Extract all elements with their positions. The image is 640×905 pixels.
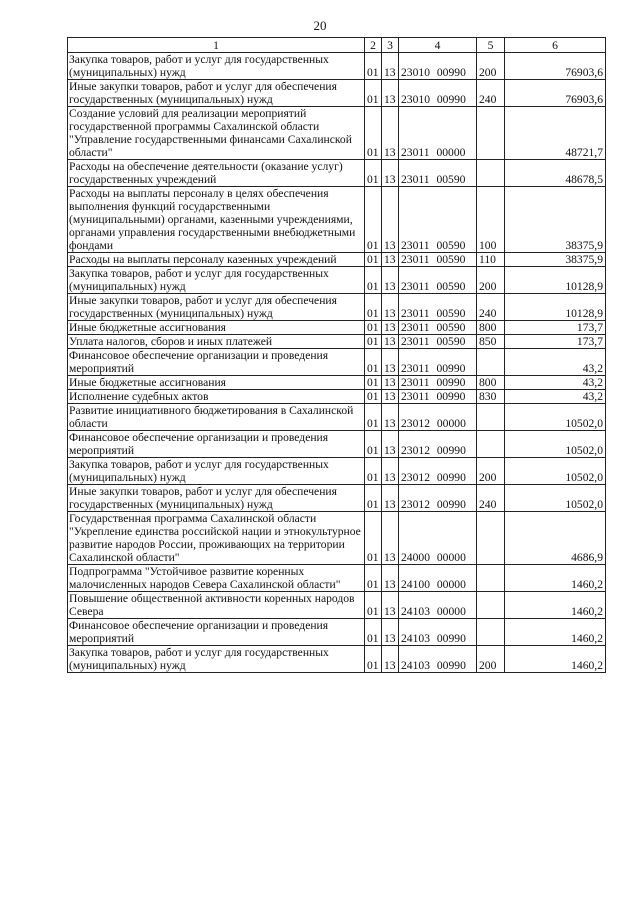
row-name: Закупка товаров, работ и услуг для государственных (муниципальных) нужд: [68, 458, 365, 485]
row-amount: 1460,2: [505, 565, 606, 592]
table-row: [68, 592, 606, 619]
table-row: [68, 187, 606, 253]
row-subsection-code: 13: [382, 80, 399, 107]
row-expense-type-code: [477, 431, 505, 458]
row-target-article-code: 24103 00000: [399, 592, 477, 619]
row-name: Иные закупки товаров, работ и услуг для обеспечения государственных (муниципальных) нужд: [68, 485, 365, 512]
table-row: [68, 431, 606, 458]
row-amount: 10128,9: [505, 294, 606, 321]
table-row: [68, 512, 606, 565]
row-subsection-code: 13: [382, 160, 399, 187]
row-name: Финансовое обеспечение организации и проведения мероприятий: [68, 619, 365, 646]
budget-table: [67, 37, 606, 673]
row-target-article-code: 23012 00990: [399, 458, 477, 485]
row-name: Повышение общественной активности коренных народов Севера: [68, 592, 365, 619]
row-amount: 43,2: [505, 376, 606, 390]
row-section-code: 01: [365, 390, 382, 404]
row-amount: 76903,6: [505, 53, 606, 80]
table-row: [68, 349, 606, 376]
row-target-article-code: 23010 00990: [399, 80, 477, 107]
row-name: Иные бюджетные ассигнования: [68, 321, 365, 335]
row-target-article-code: 23011 00590: [399, 253, 477, 267]
row-name: Финансовое обеспечение организации и проведения мероприятий: [68, 349, 365, 376]
row-name: Закупка товаров, работ и услуг для государственных (муниципальных) нужд: [68, 53, 365, 80]
table-row: [68, 458, 606, 485]
row-section-code: 01: [365, 187, 382, 253]
row-section-code: 01: [365, 431, 382, 458]
col-header-amount: 6: [505, 38, 606, 53]
row-expense-type-code: 800: [477, 376, 505, 390]
row-expense-type-code: 200: [477, 458, 505, 485]
row-target-article-code: 23010 00990: [399, 53, 477, 80]
row-section-code: 01: [365, 53, 382, 80]
row-target-article-code: 23012 00990: [399, 485, 477, 512]
row-target-article-code: 23011 00590: [399, 321, 477, 335]
row-amount: 1460,2: [505, 619, 606, 646]
table-row: [68, 404, 606, 431]
row-subsection-code: 13: [382, 390, 399, 404]
row-subsection-code: 13: [382, 253, 399, 267]
row-subsection-code: 13: [382, 376, 399, 390]
row-target-article-code: 23011 00590: [399, 187, 477, 253]
row-target-article-code: 24103 00990: [399, 646, 477, 673]
row-section-code: 01: [365, 404, 382, 431]
row-target-article-code: 23011 00590: [399, 267, 477, 294]
row-expense-type-code: 100: [477, 187, 505, 253]
row-section-code: 01: [365, 321, 382, 335]
header-row: [68, 38, 606, 53]
row-subsection-code: 13: [382, 187, 399, 253]
row-subsection-code: 13: [382, 592, 399, 619]
col-header-rz: 2: [365, 38, 382, 53]
table-row: [68, 485, 606, 512]
row-target-article-code: 23011 00990: [399, 376, 477, 390]
row-amount: 38375,9: [505, 187, 606, 253]
row-name: Развитие инициативного бюджетирования в Сахалинской области: [68, 404, 365, 431]
row-name: Подпрограмма "Устойчивое развитие коренных малочисленных народов Севера Сахалинской области": [68, 565, 365, 592]
row-expense-type-code: 200: [477, 53, 505, 80]
table-row: [68, 646, 606, 673]
row-section-code: 01: [365, 349, 382, 376]
row-name: Расходы на выплаты персоналу казенных учреждений: [68, 253, 365, 267]
row-expense-type-code: [477, 565, 505, 592]
table-row: [68, 107, 606, 160]
row-subsection-code: 13: [382, 294, 399, 321]
row-subsection-code: 13: [382, 485, 399, 512]
row-target-article-code: 23011 00990: [399, 349, 477, 376]
row-amount: 10502,0: [505, 458, 606, 485]
table-row: [68, 321, 606, 335]
col-header-pr: 3: [382, 38, 399, 53]
row-subsection-code: 13: [382, 565, 399, 592]
table-row: [68, 376, 606, 390]
row-subsection-code: 13: [382, 646, 399, 673]
row-amount: 10128,9: [505, 267, 606, 294]
row-name: Закупка товаров, работ и услуг для государственных (муниципальных) нужд: [68, 267, 365, 294]
table-row: [68, 160, 606, 187]
row-name: Закупка товаров, работ и услуг для государственных (муниципальных) нужд: [68, 646, 365, 673]
table-row: [68, 253, 606, 267]
row-expense-type-code: 800: [477, 321, 505, 335]
row-target-article-code: 23011 00990: [399, 390, 477, 404]
table-row: [68, 565, 606, 592]
row-section-code: 01: [365, 619, 382, 646]
row-name: Иные бюджетные ассигнования: [68, 376, 365, 390]
row-amount: 48678,5: [505, 160, 606, 187]
row-section-code: 01: [365, 107, 382, 160]
row-name: Исполнение судебных актов: [68, 390, 365, 404]
row-expense-type-code: 850: [477, 335, 505, 349]
row-name: Расходы на выплаты персоналу в целях обеспечения выполнения функций государственными (муниципальными) органами, казенными учреждениями, органами управления государственными внебюджетными фондами: [68, 187, 365, 253]
row-expense-type-code: [477, 160, 505, 187]
table-row: [68, 294, 606, 321]
row-section-code: 01: [365, 294, 382, 321]
row-name: Иные закупки товаров, работ и услуг для обеспечения государственных (муниципальных) нужд: [68, 294, 365, 321]
row-section-code: 01: [365, 458, 382, 485]
row-target-article-code: 23011 00590: [399, 335, 477, 349]
row-amount: 173,7: [505, 321, 606, 335]
row-expense-type-code: 240: [477, 80, 505, 107]
row-target-article-code: 23011 00000: [399, 107, 477, 160]
row-expense-type-code: [477, 107, 505, 160]
row-section-code: 01: [365, 512, 382, 565]
row-subsection-code: 13: [382, 619, 399, 646]
row-section-code: 01: [365, 646, 382, 673]
row-expense-type-code: 240: [477, 294, 505, 321]
row-amount: 1460,2: [505, 592, 606, 619]
row-section-code: 01: [365, 80, 382, 107]
row-section-code: 01: [365, 267, 382, 294]
row-amount: 38375,9: [505, 253, 606, 267]
row-name: Государственная программа Сахалинской области "Укрепление единства российской нации и этнокультурное развитие народов России, проживающих на территории Сахалинской области": [68, 512, 365, 565]
row-subsection-code: 13: [382, 512, 399, 565]
row-expense-type-code: 200: [477, 646, 505, 673]
row-subsection-code: 13: [382, 267, 399, 294]
table-row: [68, 335, 606, 349]
row-amount: 4686,9: [505, 512, 606, 565]
row-section-code: 01: [365, 376, 382, 390]
row-section-code: 01: [365, 160, 382, 187]
row-name: Иные закупки товаров, работ и услуг для обеспечения государственных (муниципальных) нужд: [68, 80, 365, 107]
row-subsection-code: 13: [382, 53, 399, 80]
row-expense-type-code: [477, 512, 505, 565]
row-expense-type-code: [477, 592, 505, 619]
row-subsection-code: 13: [382, 349, 399, 376]
row-amount: 43,2: [505, 390, 606, 404]
row-subsection-code: 13: [382, 321, 399, 335]
row-amount: 10502,0: [505, 485, 606, 512]
table-row: [68, 619, 606, 646]
row-expense-type-code: 240: [477, 485, 505, 512]
row-name: Расходы на обеспечение деятельности (оказание услуг) государственных учреждений: [68, 160, 365, 187]
row-expense-type-code: 110: [477, 253, 505, 267]
row-target-article-code: 23012 00000: [399, 404, 477, 431]
row-subsection-code: 13: [382, 458, 399, 485]
row-name: Финансовое обеспечение организации и проведения мероприятий: [68, 431, 365, 458]
row-target-article-code: 23011 00590: [399, 160, 477, 187]
table-row: [68, 80, 606, 107]
row-name: Создание условий для реализации мероприятий государственной программы Сахалинской области "Управление государственными финансами Сахалинской области": [68, 107, 365, 160]
row-amount: 173,7: [505, 335, 606, 349]
row-amount: 48721,7: [505, 107, 606, 160]
table-row: [68, 267, 606, 294]
row-amount: 10502,0: [505, 404, 606, 431]
row-target-article-code: 24103 00990: [399, 619, 477, 646]
row-expense-type-code: [477, 349, 505, 376]
row-section-code: 01: [365, 485, 382, 512]
row-amount: 1460,2: [505, 646, 606, 673]
row-expense-type-code: [477, 619, 505, 646]
row-amount: 10502,0: [505, 431, 606, 458]
row-subsection-code: 13: [382, 335, 399, 349]
table-row: [68, 53, 606, 80]
row-target-article-code: 23012 00990: [399, 431, 477, 458]
row-section-code: 01: [365, 565, 382, 592]
col-header-name: 1: [68, 38, 365, 53]
row-amount: 76903,6: [505, 80, 606, 107]
row-name: Уплата налогов, сборов и иных платежей: [68, 335, 365, 349]
row-target-article-code: 23011 00590: [399, 294, 477, 321]
row-expense-type-code: 200: [477, 267, 505, 294]
row-section-code: 01: [365, 253, 382, 267]
row-section-code: 01: [365, 335, 382, 349]
row-expense-type-code: 830: [477, 390, 505, 404]
row-subsection-code: 13: [382, 404, 399, 431]
page-number: 20: [313, 18, 327, 33]
table-row: [68, 390, 606, 404]
row-amount: 43,2: [505, 349, 606, 376]
row-subsection-code: 13: [382, 107, 399, 160]
row-section-code: 01: [365, 592, 382, 619]
row-subsection-code: 13: [382, 431, 399, 458]
row-target-article-code: 24100 00000: [399, 565, 477, 592]
col-header-vr: 5: [477, 38, 505, 53]
col-header-csr: 4: [399, 38, 477, 53]
row-target-article-code: 24000 00000: [399, 512, 477, 565]
row-expense-type-code: [477, 404, 505, 431]
